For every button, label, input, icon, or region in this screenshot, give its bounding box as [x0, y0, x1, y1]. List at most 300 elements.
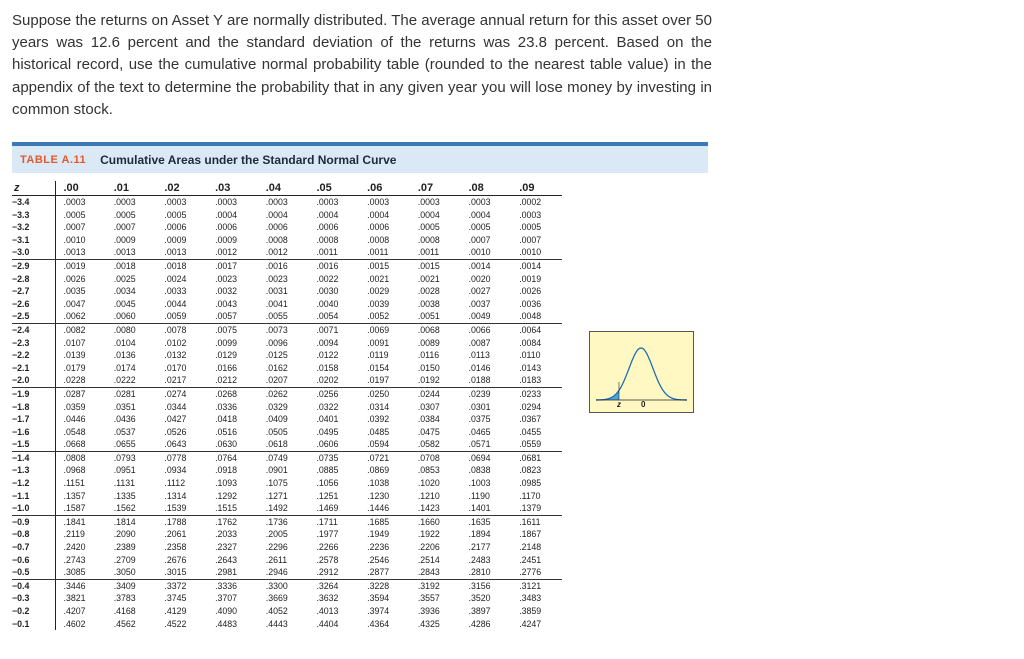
probability-cell: .0003 [468, 197, 491, 207]
probability-cell: .0102 [164, 337, 187, 348]
probability-cell: .0009 [164, 234, 187, 245]
probability-cell: .1230 [367, 490, 390, 501]
probability-cell: .0188 [461, 374, 512, 387]
probability-cell: .2877 [359, 566, 410, 579]
probability-cell: .0011 [359, 246, 410, 259]
probability-cell: .0401 [316, 414, 339, 425]
z-value-cell: −0.7 [12, 541, 55, 554]
probability-cell: .0436 [113, 414, 136, 425]
probability-cell: .0202 [308, 374, 359, 387]
probability-cell: .0003 [215, 197, 238, 207]
probability-cell: .2643 [215, 554, 238, 565]
column-header: .06 [359, 181, 410, 196]
probability-cell: .3859 [519, 606, 542, 616]
probability-cell: .0183 [511, 374, 562, 387]
probability-cell: .4247 [519, 618, 542, 629]
probability-cell: .2206 [417, 542, 440, 553]
probability-cell: .0287 [63, 388, 86, 399]
z-value-cell: −0.4 [12, 579, 55, 592]
probability-cell: .3228 [367, 580, 390, 591]
question-text: Suppose the returns on Asset Y are normally distributed. The average annual return for this asset over 50 years was 12.6 percent and the standard deviation of the returns was 23.8 percent. Based on the historical record, use the cumulative normal probability table (rounded to the nearest table value) in the appendix of the text to determine the probability that in any given year you will lose money by investing in common stock. [12, 12, 712, 118]
probability-cell: .1736 [265, 516, 288, 527]
probability-cell: .0015 [367, 260, 390, 271]
probability-cell: .0375 [468, 414, 491, 425]
probability-cell: .0314 [367, 401, 390, 412]
probability-cell: .2546 [367, 554, 390, 565]
probability-cell: .2327 [215, 542, 238, 553]
probability-cell: .0336 [215, 401, 238, 412]
probability-cell: .4404 [316, 618, 339, 629]
table-row [12, 221, 562, 234]
z-value-cell: −0.5 [12, 566, 55, 579]
probability-cell: .0838 [468, 465, 491, 476]
probability-cell: .0026 [63, 273, 86, 284]
probability-cell: .0003 [519, 209, 542, 220]
table-row [12, 490, 562, 503]
probability-cell: .0154 [367, 362, 390, 373]
probability-cell: .3192 [417, 580, 440, 591]
probability-cell: .0116 [417, 350, 440, 361]
probability-cell: .0060 [106, 310, 157, 323]
table-row [12, 477, 562, 490]
probability-cell: .0008 [417, 234, 440, 245]
probability-cell: .0668 [55, 438, 106, 451]
probability-cell: .0985 [519, 478, 542, 489]
probability-cell: .0853 [417, 465, 440, 476]
probability-cell: .1788 [164, 516, 187, 527]
probability-cell: .0013 [156, 246, 207, 259]
probability-cell: .1401 [461, 502, 512, 515]
z-value-cell: −0.6 [12, 554, 55, 567]
table-row [12, 374, 562, 387]
probability-cell: .1814 [113, 516, 136, 527]
probability-cell: .2005 [265, 529, 288, 540]
probability-cell: .0005 [417, 222, 440, 233]
probability-cell: .0107 [63, 337, 86, 348]
probability-cell: .1210 [417, 490, 440, 501]
probability-cell: .0026 [519, 286, 542, 297]
probability-cell: .0516 [215, 426, 238, 437]
probability-cell: .0019 [519, 273, 542, 284]
probability-cell: .0006 [316, 222, 339, 233]
probability-cell: .0062 [55, 310, 106, 323]
probability-cell: .3483 [519, 593, 542, 604]
probability-cell: .0006 [215, 222, 238, 233]
probability-cell: .4207 [63, 606, 86, 616]
probability-cell: .0146 [468, 362, 491, 373]
probability-cell: .0004 [215, 209, 238, 220]
probability-cell: .3085 [55, 566, 106, 579]
probability-cell: .0968 [63, 465, 86, 476]
probability-cell: .0455 [519, 426, 542, 437]
probability-cell: .2611 [265, 554, 288, 565]
probability-cell: .0012 [258, 246, 309, 259]
z-value-cell: −2.1 [12, 362, 55, 375]
probability-cell: .0934 [164, 465, 187, 476]
probability-cell: .1020 [417, 478, 440, 489]
table-row [12, 502, 562, 515]
probability-cell: .0005 [63, 209, 86, 220]
probability-cell: .0018 [113, 260, 136, 271]
table-row [12, 234, 562, 247]
probability-cell: .1038 [367, 478, 390, 489]
z-value-cell: −2.6 [12, 298, 55, 311]
probability-cell: .0096 [265, 337, 288, 348]
probability-cell: .2578 [316, 554, 339, 565]
probability-cell: .0582 [410, 438, 461, 451]
z-value-cell: −2.7 [12, 285, 55, 298]
table-row [12, 209, 562, 222]
probability-cell: .0329 [265, 401, 288, 412]
probability-cell: .0901 [265, 465, 288, 476]
probability-cell: .0869 [367, 465, 390, 476]
probability-cell: .0392 [367, 414, 390, 425]
probability-cell: .0073 [265, 324, 288, 335]
probability-cell: .0019 [63, 260, 86, 271]
z-value-cell: −2.8 [12, 273, 55, 286]
probability-cell: .0122 [316, 350, 339, 361]
probability-cell: .0655 [106, 438, 157, 451]
probability-cell: .2389 [113, 542, 136, 553]
probability-cell: .0179 [63, 362, 86, 373]
probability-cell: .0110 [519, 350, 541, 361]
probability-cell: .0150 [417, 362, 440, 373]
probability-cell: .2358 [164, 542, 187, 553]
probability-cell: .2119 [63, 529, 85, 540]
probability-cell: .0023 [265, 273, 288, 284]
probability-cell: .1977 [316, 529, 339, 540]
probability-cell: .3264 [316, 580, 339, 591]
probability-cell: .0823 [519, 465, 542, 476]
probability-cell: .4364 [367, 618, 390, 629]
z-table [12, 181, 562, 630]
probability-cell: .0059 [156, 310, 207, 323]
probability-cell: .2148 [519, 542, 542, 553]
probability-cell: .0057 [207, 310, 258, 323]
table-row [12, 401, 562, 414]
column-header: .07 [410, 181, 461, 196]
column-header: .02 [156, 181, 207, 196]
probability-cell: .0537 [113, 426, 136, 437]
probability-cell: .0044 [164, 298, 187, 309]
probability-cell: .0015 [417, 260, 440, 271]
probability-cell: .0049 [461, 310, 512, 323]
z-value-cell: −2.2 [12, 349, 55, 362]
probability-cell: .0010 [511, 246, 562, 259]
probability-cell: .0778 [164, 452, 187, 463]
probability-cell: .0011 [308, 246, 359, 259]
probability-cell: .1335 [113, 490, 136, 501]
probability-cell: .0036 [519, 298, 542, 309]
probability-cell: .0158 [316, 362, 339, 373]
probability-cell: .0119 [367, 350, 389, 361]
probability-cell: .0262 [265, 388, 288, 399]
probability-cell: .0004 [367, 209, 390, 220]
probability-cell: .0005 [164, 209, 187, 220]
column-header: .04 [258, 181, 309, 196]
probability-cell: .4052 [265, 606, 288, 616]
probability-cell: .0409 [265, 414, 288, 425]
z-value-cell: −1.8 [12, 401, 55, 414]
table-title: Cumulative Areas under the Standard Normal Curve [100, 152, 397, 167]
probability-cell: .0643 [156, 438, 207, 451]
column-header: .00 [55, 181, 106, 196]
table-row [12, 566, 562, 579]
probability-cell: .0749 [265, 452, 288, 463]
probability-cell: .0025 [113, 273, 136, 284]
probability-cell: .0035 [63, 286, 86, 297]
probability-cell: .0322 [316, 401, 339, 412]
probability-cell: .0351 [113, 401, 136, 412]
table-row [12, 298, 562, 311]
probability-cell: .0014 [468, 260, 491, 271]
probability-cell: .0384 [417, 414, 440, 425]
z-value-cell: −3.0 [12, 246, 55, 259]
probability-cell: .0003 [63, 197, 86, 207]
probability-cell: .0630 [207, 438, 258, 451]
table-row [12, 413, 562, 426]
z-value-cell: −1.9 [12, 387, 55, 400]
z-value-cell: −2.3 [12, 337, 55, 350]
probability-cell: .0038 [417, 298, 440, 309]
probability-cell: .0465 [468, 426, 491, 437]
probability-cell: .0031 [265, 286, 288, 297]
probability-cell: .0113 [468, 350, 490, 361]
probability-cell: .0174 [113, 362, 136, 373]
probability-cell: .3300 [265, 580, 288, 591]
probability-cell: .1423 [410, 502, 461, 515]
z-value-cell: −1.6 [12, 426, 55, 439]
probability-cell: .1056 [316, 478, 339, 489]
z-value-cell: −0.8 [12, 528, 55, 541]
z-column-header: z [12, 181, 55, 196]
probability-cell: .0606 [308, 438, 359, 451]
curve-label-z: z [617, 400, 621, 409]
probability-cell: .0166 [215, 362, 238, 373]
probability-cell: .0268 [215, 388, 238, 399]
probability-cell: .1151 [63, 478, 85, 489]
probability-cell: .0708 [417, 452, 440, 463]
probability-cell: .0301 [468, 401, 491, 412]
probability-cell: .0548 [63, 426, 86, 437]
probability-cell: .2810 [461, 566, 512, 579]
z-value-cell: −0.9 [12, 515, 55, 528]
z-value-cell: −1.0 [12, 502, 55, 515]
probability-cell: .1635 [468, 516, 491, 527]
probability-cell: .0721 [367, 452, 390, 463]
probability-cell: .2946 [258, 566, 309, 579]
probability-cell: .0008 [265, 234, 288, 245]
probability-cell: .3745 [164, 593, 187, 604]
probability-cell: .0003 [367, 197, 390, 207]
probability-cell: .0004 [265, 209, 288, 220]
probability-cell: .1562 [106, 502, 157, 515]
probability-cell: .0013 [106, 246, 157, 259]
probability-cell: .0007 [63, 222, 86, 233]
probability-cell: .2236 [367, 542, 390, 553]
probability-cell: .2296 [265, 542, 288, 553]
probability-cell: .0495 [316, 426, 339, 437]
probability-cell: .0222 [106, 374, 157, 387]
table-title-bar [12, 142, 708, 173]
probability-cell: .0043 [215, 298, 238, 309]
probability-cell: .0003 [417, 197, 440, 207]
probability-cell: .0618 [258, 438, 309, 451]
probability-cell: .0027 [468, 286, 491, 297]
probability-cell: .1711 [316, 516, 338, 527]
probability-cell: .4325 [417, 618, 440, 629]
probability-cell: .0010 [461, 246, 512, 259]
table-row [12, 362, 562, 375]
probability-cell: .0029 [367, 286, 390, 297]
probability-cell: .0087 [468, 337, 491, 348]
probability-cell: .0681 [519, 452, 542, 463]
probability-cell: .0023 [215, 273, 238, 284]
table-row [12, 592, 562, 605]
table-row [12, 337, 562, 350]
probability-cell: .0344 [164, 401, 187, 412]
probability-cell: .0013 [55, 246, 106, 259]
probability-cell: .0005 [113, 209, 136, 220]
z-value-cell: −1.2 [12, 477, 55, 490]
probability-cell: .0045 [113, 298, 136, 309]
probability-cell: .0004 [468, 209, 491, 220]
probability-cell: .0808 [63, 452, 86, 463]
column-header: .03 [207, 181, 258, 196]
probability-cell: .0091 [367, 337, 390, 348]
probability-cell: .0099 [215, 337, 238, 348]
probability-cell: .0005 [468, 222, 491, 233]
z-value-cell: −0.2 [12, 605, 55, 618]
probability-cell: .0075 [215, 324, 238, 335]
probability-cell: .1131 [113, 478, 136, 489]
probability-cell: .0170 [164, 362, 187, 373]
probability-cell: .0007 [519, 234, 542, 245]
probability-cell: .2981 [207, 566, 258, 579]
z-value-cell: −3.2 [12, 221, 55, 234]
probability-cell: .2177 [468, 542, 491, 553]
probability-cell: .0446 [63, 414, 86, 425]
probability-cell: .1093 [215, 478, 238, 489]
probability-cell: .3936 [417, 606, 440, 616]
table-row [12, 438, 562, 451]
probability-cell: .0885 [316, 465, 339, 476]
probability-cell: .1949 [367, 529, 390, 540]
probability-cell: .1469 [308, 502, 359, 515]
probability-cell: .2266 [316, 542, 339, 553]
table-row [12, 310, 562, 323]
probability-cell: .0021 [417, 273, 440, 284]
probability-cell: .1841 [63, 516, 86, 527]
table-label: TABLE A.11 [20, 153, 87, 166]
probability-cell: .0071 [316, 324, 339, 335]
normal-curve-figure [589, 331, 694, 413]
probability-cell: .0008 [316, 234, 339, 245]
probability-cell: .3446 [63, 580, 86, 591]
probability-cell: .0003 [164, 197, 187, 207]
probability-cell: .0021 [367, 273, 390, 284]
table-row [12, 464, 562, 477]
probability-cell: .3372 [164, 580, 187, 591]
probability-cell: .4286 [468, 618, 491, 629]
table-row [12, 285, 562, 298]
probability-cell: .0951 [113, 465, 136, 476]
probability-cell: .3015 [156, 566, 207, 579]
probability-cell: .0004 [316, 209, 339, 220]
z-value-cell: −1.1 [12, 490, 55, 503]
probability-cell: .0136 [113, 350, 136, 361]
probability-cell: .0030 [316, 286, 339, 297]
probability-cell: .3783 [113, 593, 136, 604]
probability-cell: .0018 [164, 260, 187, 271]
probability-cell: .1190 [468, 490, 490, 501]
probability-cell: .3156 [468, 580, 491, 591]
probability-cell: .3121 [519, 580, 542, 591]
z-value-cell: −2.5 [12, 310, 55, 323]
probability-cell: .0162 [265, 362, 288, 373]
column-header: .08 [461, 181, 512, 196]
probability-cell: .0054 [308, 310, 359, 323]
probability-cell: .2090 [113, 529, 136, 540]
probability-cell: .0571 [461, 438, 512, 451]
probability-cell: .0793 [113, 452, 136, 463]
probability-cell: .0228 [55, 374, 106, 387]
probability-cell: .4168 [113, 606, 136, 616]
column-header: .01 [106, 181, 157, 196]
probability-cell: .3050 [106, 566, 157, 579]
probability-cell: .0037 [468, 298, 491, 309]
probability-cell: .0066 [468, 324, 491, 335]
probability-cell: .3821 [63, 593, 86, 604]
probability-cell: .4090 [215, 606, 238, 616]
probability-cell: .1685 [367, 516, 390, 527]
z-value-cell: −2.9 [12, 259, 55, 272]
z-value-cell: −1.4 [12, 451, 55, 464]
probability-cell: .0024 [164, 273, 187, 284]
probability-cell: .0003 [113, 197, 136, 207]
probability-cell: .0032 [215, 286, 238, 297]
probability-cell: .3336 [215, 580, 238, 591]
probability-cell: .0009 [215, 234, 238, 245]
probability-cell: .3594 [367, 593, 390, 604]
probability-cell: .1922 [417, 529, 440, 540]
probability-cell: .1003 [468, 478, 491, 489]
probability-cell: .2676 [164, 554, 187, 565]
probability-cell: .0594 [359, 438, 410, 451]
probability-cell: .0089 [417, 337, 440, 348]
probability-cell: .0011 [410, 246, 461, 259]
z-value-cell: −0.3 [12, 592, 55, 605]
probability-cell: .0143 [519, 362, 542, 373]
probability-cell: .1894 [468, 529, 491, 540]
probability-cell: .2451 [519, 554, 542, 565]
table-row [12, 246, 562, 259]
probability-cell: .0129 [215, 350, 238, 361]
probability-cell: .0526 [164, 426, 187, 437]
probability-cell: .0694 [468, 452, 491, 463]
probability-cell: .0040 [316, 298, 339, 309]
probability-cell: .0217 [156, 374, 207, 387]
probability-cell: .0051 [410, 310, 461, 323]
table-row [12, 273, 562, 286]
probability-cell: .1515 [207, 502, 258, 515]
probability-cell: .1292 [215, 490, 238, 501]
column-header: .05 [308, 181, 359, 196]
probability-cell: .0367 [519, 414, 542, 425]
probability-cell: .0104 [113, 337, 136, 348]
probability-cell: .0002 [519, 197, 542, 207]
table-row [12, 259, 562, 272]
